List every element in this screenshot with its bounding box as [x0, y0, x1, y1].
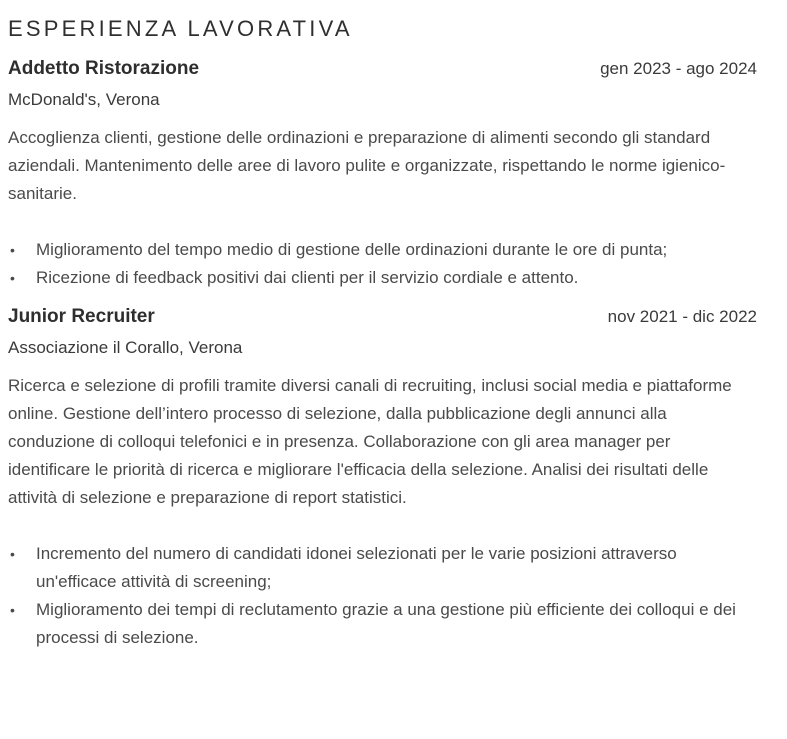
achievement-text: Miglioramento dei tempi di reclutamento grazie a una gestione più efficiente dei colloqui e dei processi di selezione. — [36, 600, 736, 647]
achievement-list — [8, 540, 757, 652]
job-title: Addetto Ristorazione — [8, 58, 200, 79]
job-date: nov 2021 - dic 2022 — [607, 307, 757, 326]
job-entry-junior-recruiter — [8, 302, 757, 652]
bullet-icon: • — [10, 546, 15, 562]
job-header — [8, 302, 757, 332]
job-entry-addetto-ristorazione — [8, 54, 757, 292]
job-company: McDonald's, Verona — [8, 90, 160, 109]
achievement-item — [8, 264, 736, 292]
job-date: gen 2023 - ago 2024 — [600, 59, 757, 78]
job-company: Associazione il Corallo, Verona — [8, 338, 243, 357]
achievement-item — [8, 236, 736, 264]
job-title: Junior Recruiter — [8, 306, 155, 327]
achievement-text: Incremento del numero di candidati idonei selezionati per le varie posizioni attraverso un'efficace attività di screening; — [36, 544, 677, 591]
achievement-item — [8, 540, 736, 596]
job-description: Accoglienza clienti, gestione delle ordinazioni e preparazione di alimenti secondo gli standard aziendali. Mantenimento delle aree di lavoro pulite e organizzate, rispettando le norme igienico-sanitarie. — [8, 128, 726, 203]
job-description: Ricerca e selezione di profili tramite diversi canali di recruiting, inclusi social media e piattaforme online. Gestione dell’intero processo di selezione, dalla pubblicazione degli annunci alla conduzione di colloqui telefonici e in presenza. Collaborazione con gli area manager per identificare le priorità di ricerca e migliorare l'efficacia della selezione. Analisi dei risultati delle attività di selezione e preparazione di report statistici. — [8, 376, 732, 507]
section-title: ESPERIENZA LAVORATIVA — [8, 16, 353, 41]
bullet-icon: • — [10, 602, 15, 618]
achievement-item — [8, 596, 736, 652]
achievement-list — [8, 236, 757, 292]
bullet-icon: • — [10, 270, 15, 286]
achievement-text: Ricezione di feedback positivi dai clienti per il servizio cordiale e attento. — [36, 268, 579, 287]
achievement-text: Miglioramento del tempo medio di gestione delle ordinazioni durante le ore di punta; — [36, 240, 668, 259]
job-header — [8, 54, 757, 84]
bullet-icon: • — [10, 242, 15, 258]
